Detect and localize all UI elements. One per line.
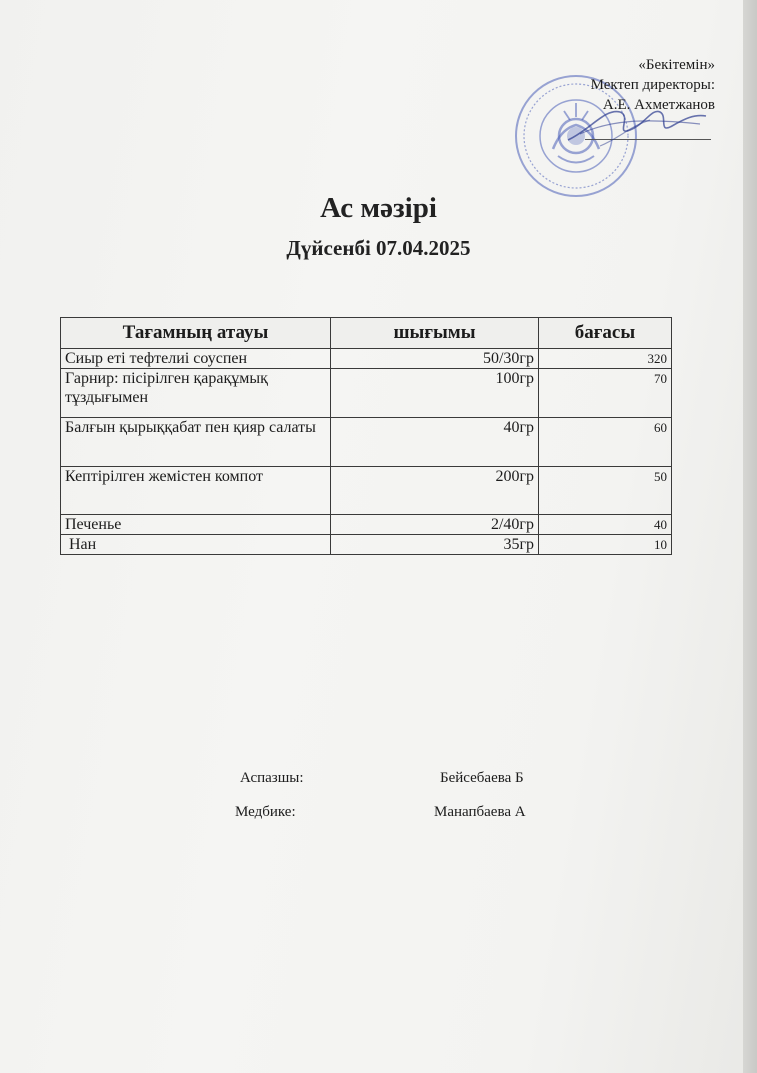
dish-name: Печенье	[61, 515, 331, 535]
dish-name: Кептірілген жемістен компот	[61, 467, 331, 515]
menu-table	[60, 317, 672, 555]
director-position: Мектеп директоры:	[590, 77, 715, 93]
dish-price: 40	[539, 515, 672, 535]
menu-date: Дүйсенбі 07.04.2025	[286, 236, 471, 260]
table-row	[61, 349, 672, 369]
dish-price: 320	[539, 349, 672, 369]
dish-name: Сиыр еті тефтелиі соуспен	[61, 349, 331, 369]
staff-role: Аспазшы:	[240, 770, 304, 786]
table-header-row	[61, 318, 672, 349]
page-edge-shadow	[743, 0, 757, 1073]
dish-name: Гарнир: пісірілген қарақұмық тұздығымен	[61, 369, 331, 418]
table-row	[61, 418, 672, 467]
dish-yield: 35гр	[331, 535, 539, 555]
column-header-name: Тағамның атауы	[61, 318, 331, 349]
approval-heading: «Бекітемін»	[638, 57, 715, 73]
staff-name: Манапбаева А	[434, 804, 526, 820]
dish-yield: 100гр	[331, 369, 539, 418]
dish-name: Балғын қырыққабат пен қияр салаты	[61, 418, 331, 467]
staff-role: Медбике:	[235, 804, 296, 820]
dish-yield: 200гр	[331, 467, 539, 515]
table-row	[61, 515, 672, 535]
table-row	[61, 369, 672, 418]
dish-price: 10	[539, 535, 672, 555]
dish-yield: 50/30гр	[331, 349, 539, 369]
page-title: Ас мәзірі	[320, 192, 437, 224]
dish-price: 60	[539, 418, 672, 467]
dish-name: Нан	[61, 535, 331, 555]
dish-yield: 40гр	[331, 418, 539, 467]
column-header-yield: шығымы	[331, 318, 539, 349]
signature-icon	[560, 90, 710, 150]
dish-yield: 2/40гр	[331, 515, 539, 535]
staff-name: Бейсебаева Б	[440, 770, 524, 786]
column-header-price: бағасы	[539, 318, 672, 349]
dish-price: 50	[539, 467, 672, 515]
director-name: А.Е. Ахметжанов	[602, 97, 715, 113]
table-row	[61, 467, 672, 515]
table-row	[61, 535, 672, 555]
dish-price: 70	[539, 369, 672, 418]
